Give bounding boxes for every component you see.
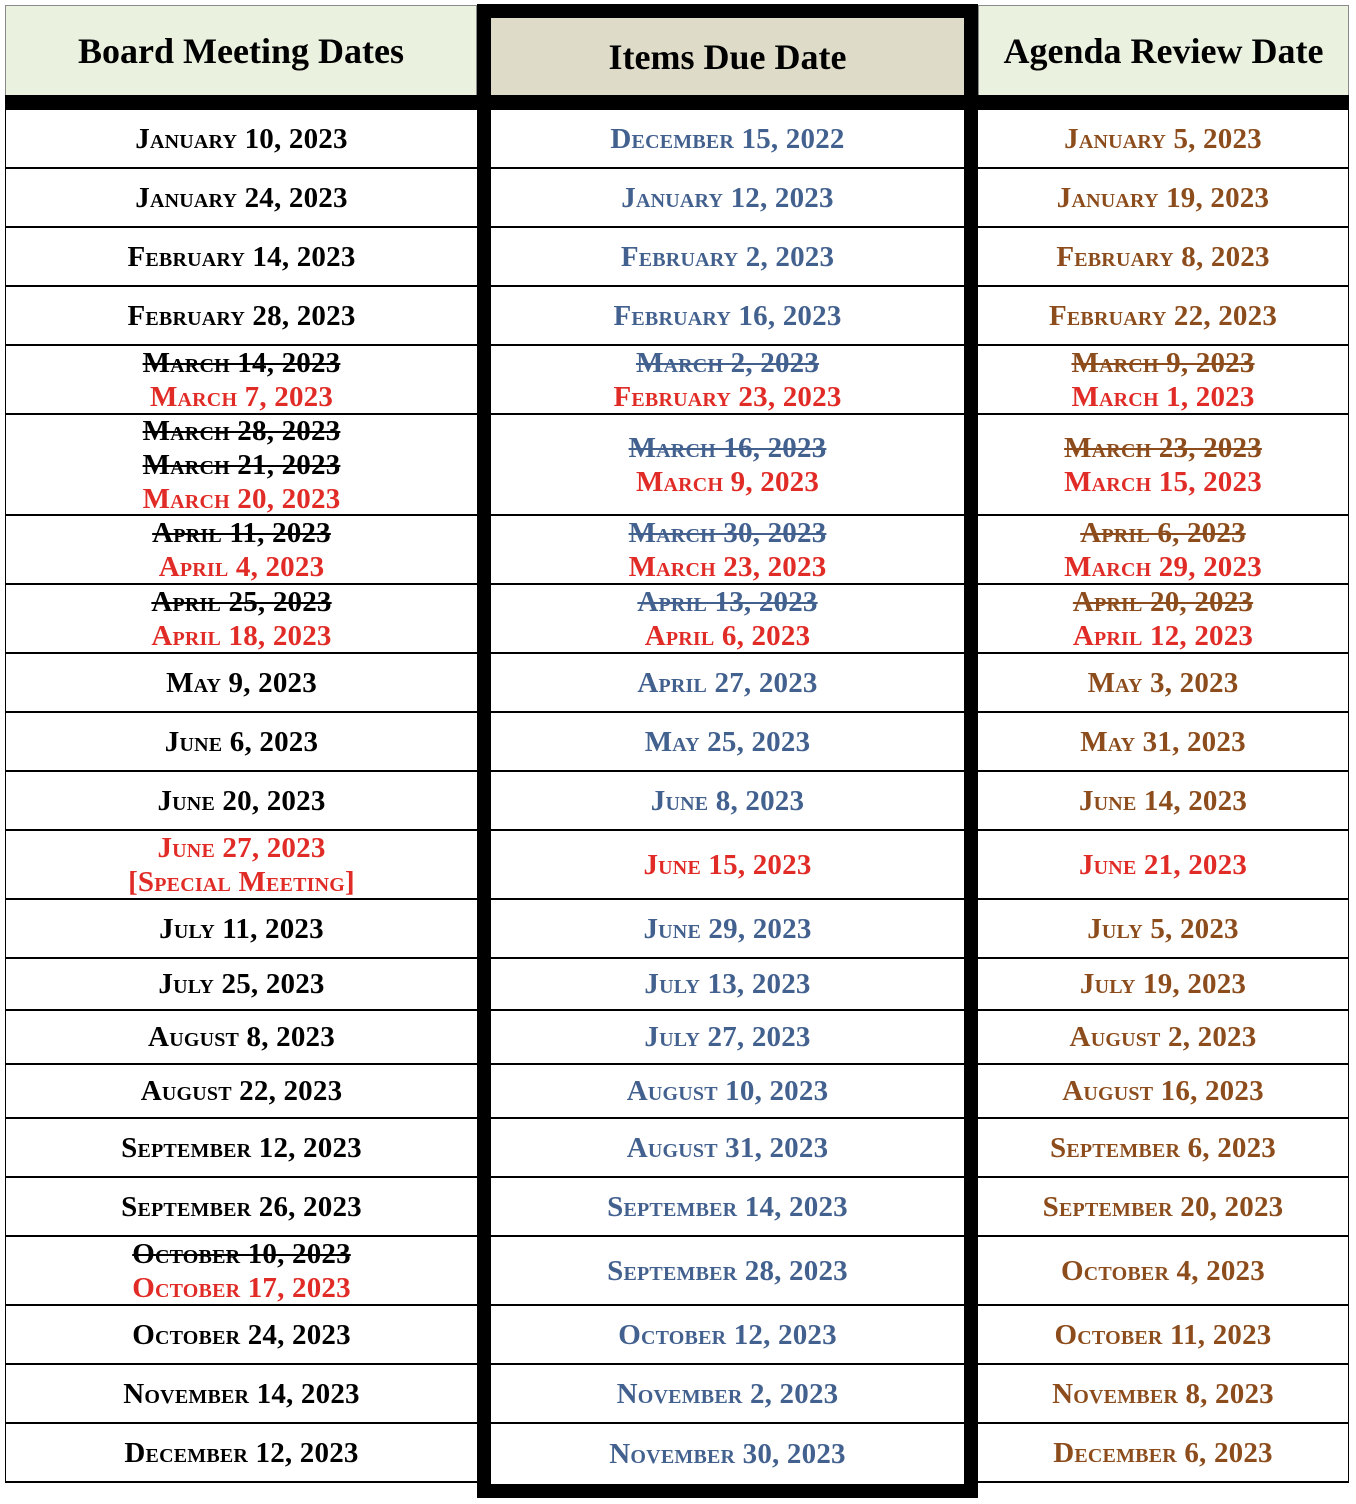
- date-text: November 30, 2023: [609, 1437, 846, 1470]
- items-due-date-cell: [477, 169, 978, 226]
- agenda-review-date-cell: [978, 585, 1349, 652]
- board-meeting-date-cell: [5, 415, 477, 514]
- date-text: February 14, 2023: [127, 240, 356, 273]
- date-text: December 6, 2023: [1053, 1436, 1273, 1469]
- agenda-review-date-cell: [978, 169, 1349, 226]
- revised-date: March 20, 2023: [142, 482, 341, 515]
- items-due-date-cell: [477, 1424, 978, 1483]
- date-text: January 10, 2023: [135, 122, 348, 155]
- date-text: August 16, 2023: [1062, 1075, 1264, 1107]
- items-due-date-cell: [477, 1065, 978, 1117]
- date-text: November 14, 2023: [123, 1377, 360, 1410]
- revised-date: March 23, 2023: [628, 550, 827, 583]
- agenda-review-date-cell: [978, 1119, 1349, 1176]
- table-row: [5, 516, 1349, 585]
- table-row: [5, 831, 1349, 900]
- table-row: [5, 1065, 1349, 1119]
- date-text: December 15, 2022: [610, 122, 845, 155]
- cancelled-date: March 21, 2023: [142, 448, 341, 481]
- cancelled-date: March 2, 2023: [635, 346, 820, 379]
- date-text: January 24, 2023: [135, 181, 348, 214]
- agenda-review-date-cell: [978, 110, 1349, 167]
- table-row: [5, 1011, 1349, 1065]
- agenda-review-date-cell: [978, 1065, 1349, 1117]
- cancelled-date: April 6, 2023: [1080, 516, 1246, 549]
- revised-date: June 15, 2023: [643, 848, 812, 881]
- revised-date: March 7, 2023: [149, 380, 334, 413]
- revised-date: June 27, 2023: [157, 831, 326, 864]
- table-row: [5, 1178, 1349, 1237]
- date-text: January 12, 2023: [621, 181, 834, 214]
- table-row: [5, 713, 1349, 772]
- agenda-review-date-cell: [978, 831, 1349, 898]
- board-meeting-date-cell: [5, 713, 477, 770]
- table-row: [5, 169, 1349, 228]
- cancelled-date: April 20, 2023: [1072, 585, 1254, 618]
- date-text: September 14, 2023: [607, 1190, 848, 1223]
- revised-date: February 23, 2023: [613, 380, 842, 413]
- cancelled-date: March 28, 2023: [142, 414, 341, 447]
- cancelled-date: March 14, 2023: [142, 346, 341, 379]
- revised-date: June 21, 2023: [1078, 848, 1248, 881]
- table-row: [5, 110, 1349, 169]
- date-text: July 11, 2023: [159, 912, 324, 945]
- date-text: October 11, 2023: [1054, 1318, 1272, 1351]
- cancelled-date: March 16, 2023: [628, 431, 827, 464]
- date-text: May 3, 2023: [1087, 666, 1239, 699]
- agenda-review-date-cell: [978, 713, 1349, 770]
- table-row: [5, 1365, 1349, 1424]
- table-row: [5, 772, 1349, 831]
- agenda-review-date-cell: [978, 415, 1349, 514]
- cancelled-date: April 13, 2023: [637, 585, 818, 618]
- items-due-date-cell: [477, 1119, 978, 1176]
- date-text: August 8, 2023: [148, 1021, 335, 1053]
- date-text: September 28, 2023: [607, 1254, 848, 1287]
- cancelled-date: March 23, 2023: [1064, 431, 1262, 464]
- board-meeting-date-cell: [5, 346, 477, 413]
- revised-date: March 29, 2023: [1064, 550, 1262, 583]
- date-text: January 5, 2023: [1064, 122, 1262, 155]
- board-meeting-date-cell: [5, 1178, 477, 1235]
- date-text: September 26, 2023: [121, 1190, 362, 1223]
- header-divider: [5, 95, 477, 110]
- agenda-review-date-cell: [978, 346, 1349, 413]
- revised-date: April 4, 2023: [158, 550, 325, 583]
- agenda-review-date-cell: [978, 1237, 1349, 1304]
- board-meeting-date-cell: [5, 772, 477, 829]
- date-text: September 12, 2023: [121, 1131, 362, 1164]
- table-row: [5, 287, 1349, 346]
- date-text: January 19, 2023: [1056, 181, 1270, 214]
- agenda-review-date-cell: [978, 959, 1349, 1009]
- agenda-review-date-cell: [978, 654, 1349, 711]
- date-text: June 20, 2023: [157, 784, 326, 817]
- date-text: February 16, 2023: [613, 299, 842, 332]
- table-row: [5, 346, 1349, 415]
- board-meeting-date-cell: [5, 110, 477, 167]
- table-body: [5, 110, 1349, 1483]
- date-text: February 8, 2023: [1056, 240, 1270, 273]
- date-text: May 31, 2023: [1080, 725, 1246, 758]
- board-meeting-date-cell: [5, 1306, 477, 1363]
- date-text: October 4, 2023: [1061, 1254, 1265, 1287]
- table-row: [5, 228, 1349, 287]
- agenda-review-date-cell: [978, 1306, 1349, 1363]
- date-text: June 14, 2023: [1078, 784, 1248, 817]
- board-meeting-date-cell: [5, 287, 477, 344]
- date-text: July 25, 2023: [158, 968, 325, 1000]
- agenda-review-date-cell: [978, 1424, 1349, 1483]
- agenda-review-date-cell: [978, 772, 1349, 829]
- items-due-date-cell: [477, 831, 978, 898]
- date-text: February 2, 2023: [620, 240, 835, 273]
- agenda-review-date-cell: [978, 228, 1349, 285]
- date-text: November 2, 2023: [616, 1377, 839, 1410]
- items-due-date-cell: [477, 654, 978, 711]
- date-text: May 9, 2023: [166, 666, 317, 699]
- date-text: July 19, 2023: [1079, 968, 1247, 1000]
- revised-date: October 17, 2023: [132, 1271, 351, 1304]
- date-text: October 12, 2023: [618, 1318, 837, 1351]
- date-text: August 22, 2023: [140, 1075, 343, 1107]
- date-text: August 2, 2023: [1069, 1021, 1257, 1053]
- items-due-date-cell: [477, 415, 978, 514]
- board-meeting-date-cell: [5, 1424, 477, 1483]
- board-meeting-date-cell: [5, 1065, 477, 1117]
- cancelled-date: April 11, 2023: [152, 516, 331, 549]
- date-text: July 5, 2023: [1087, 912, 1239, 945]
- date-text: September 6, 2023: [1049, 1131, 1276, 1164]
- items-due-date-cell: [477, 1306, 978, 1363]
- cancelled-date: March 9, 2023: [1071, 346, 1255, 379]
- items-due-date-cell: [477, 959, 978, 1009]
- agenda-review-date-cell: [978, 287, 1349, 344]
- items-due-date-cell: [477, 287, 978, 344]
- cancelled-date: October 10, 2023: [132, 1237, 351, 1270]
- board-meeting-date-cell: [5, 228, 477, 285]
- date-text: May 25, 2023: [644, 725, 811, 758]
- board-meeting-date-cell: [5, 516, 477, 583]
- revised-date: April 18, 2023: [151, 619, 332, 652]
- items-due-date-cell: [477, 1237, 978, 1304]
- date-text: June 8, 2023: [650, 784, 805, 817]
- revised-date: April 6, 2023: [644, 619, 811, 652]
- revised-date: [Special Meeting]: [128, 865, 355, 898]
- agenda-review-date-cell: [978, 900, 1349, 957]
- header-agenda-review-date: Agenda Review Date: [978, 5, 1349, 95]
- table-row: [5, 1306, 1349, 1365]
- board-meeting-date-cell: [5, 1119, 477, 1176]
- cancelled-date: April 25, 2023: [151, 585, 332, 618]
- board-meeting-date-cell: [5, 831, 477, 898]
- header-board-meeting-dates: Board Meeting Dates: [5, 5, 477, 95]
- date-text: November 8, 2023: [1052, 1377, 1274, 1410]
- agenda-review-date-cell: [978, 1011, 1349, 1063]
- date-text: February 28, 2023: [127, 299, 356, 332]
- items-due-date-cell: [477, 1178, 978, 1235]
- header-divider: [978, 95, 1349, 110]
- board-meeting-date-cell: [5, 585, 477, 652]
- board-meeting-date-cell: [5, 654, 477, 711]
- date-text: October 24, 2023: [132, 1318, 351, 1351]
- items-due-date-cell: [477, 516, 978, 583]
- date-text: August 31, 2023: [626, 1131, 829, 1164]
- board-meeting-date-cell: [5, 1011, 477, 1063]
- revised-date: April 12, 2023: [1072, 619, 1254, 652]
- date-text: April 27, 2023: [637, 666, 818, 699]
- items-due-date-cell: [477, 713, 978, 770]
- revised-date: March 9, 2023: [635, 465, 820, 498]
- header-items-due-date: Items Due Date: [491, 18, 964, 95]
- date-text: June 6, 2023: [164, 725, 319, 758]
- revised-date: March 15, 2023: [1064, 465, 1262, 498]
- table-row: [5, 1424, 1349, 1483]
- table-row: [5, 900, 1349, 959]
- board-meeting-date-cell: [5, 1365, 477, 1422]
- table-row: [5, 654, 1349, 713]
- items-due-date-cell: [477, 772, 978, 829]
- date-text: July 27, 2023: [644, 1021, 811, 1053]
- items-due-date-cell: [477, 900, 978, 957]
- date-text: July 13, 2023: [644, 968, 811, 1000]
- table-row: [5, 959, 1349, 1011]
- items-due-date-cell: [477, 228, 978, 285]
- header-divider: [491, 95, 964, 110]
- board-meeting-date-cell: [5, 900, 477, 957]
- date-text: December 12, 2023: [124, 1436, 359, 1469]
- board-meeting-date-cell: [5, 1237, 477, 1304]
- agenda-review-date-cell: [978, 1178, 1349, 1235]
- cancelled-date: March 30, 2023: [628, 516, 827, 549]
- agenda-review-date-cell: [978, 516, 1349, 583]
- table-row: [5, 585, 1349, 654]
- table-row: [5, 415, 1349, 516]
- table-row: [5, 1119, 1349, 1178]
- items-due-date-cell: [477, 585, 978, 652]
- items-due-date-cell: [477, 110, 978, 167]
- table-row: [5, 1237, 1349, 1306]
- date-text: February 22, 2023: [1048, 299, 1278, 332]
- items-due-date-cell: [477, 346, 978, 413]
- items-due-date-cell: [477, 1365, 978, 1422]
- items-due-date-cell: [477, 1011, 978, 1063]
- board-meeting-date-cell: [5, 959, 477, 1009]
- revised-date: March 1, 2023: [1071, 380, 1255, 413]
- date-text: June 29, 2023: [643, 912, 812, 945]
- agenda-review-date-cell: [978, 1365, 1349, 1422]
- date-text: August 10, 2023: [626, 1075, 829, 1107]
- date-text: September 20, 2023: [1042, 1190, 1284, 1223]
- board-meeting-date-cell: [5, 169, 477, 226]
